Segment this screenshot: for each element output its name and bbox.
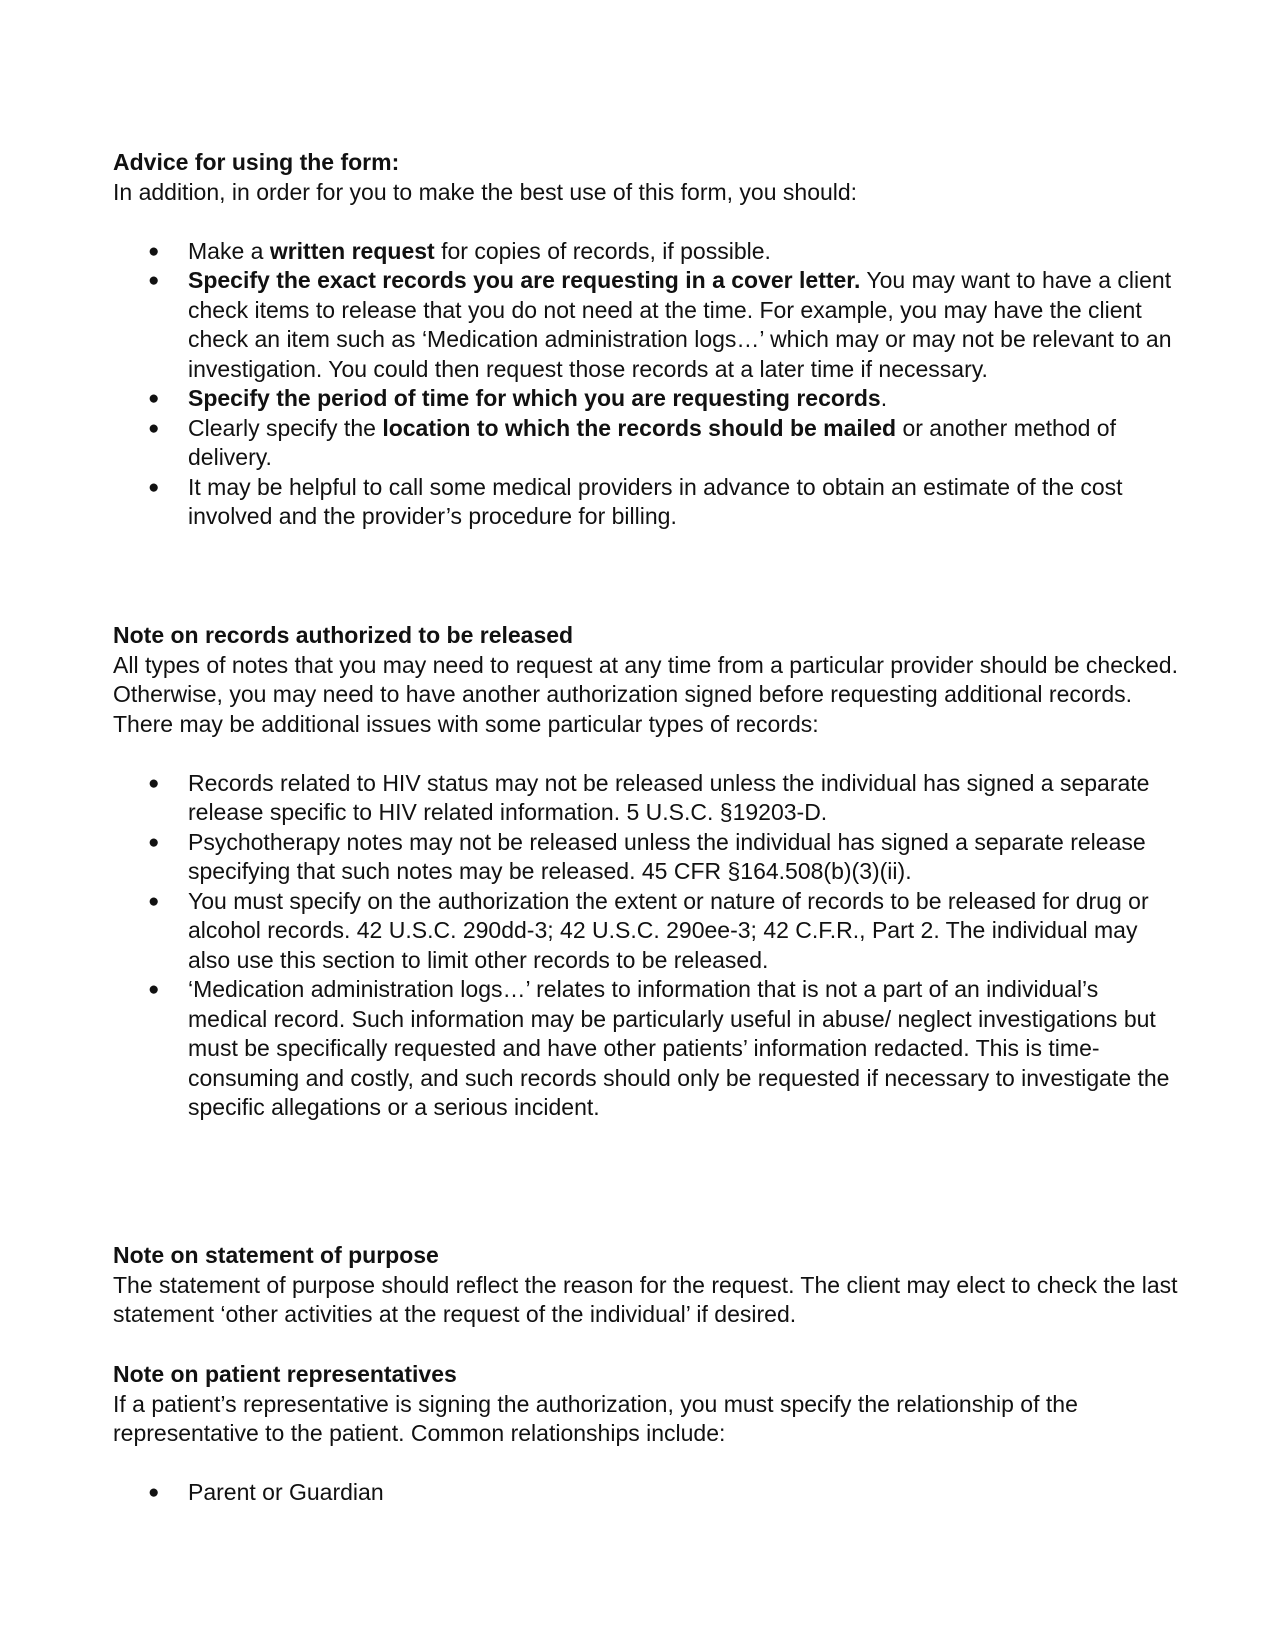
records-item-psychotherapy: ● Psychotherapy notes may not be released unless the individual has signed a separate release specifying that such notes may be released. 45 CFR §164.508(b)(3)(ii).: [113, 828, 1180, 887]
records-intro: All types of notes that you may need to request at any time from a particular provider should be checked. Otherwise, you may need to have another authorization signed before requesting additional records. There may be additional issues with some particular types of records:: [113, 651, 1178, 737]
representatives-list: [113, 1478, 1180, 1508]
advice-list: [113, 237, 1180, 532]
records-heading: Note on records authorized to be released: [113, 622, 574, 648]
purpose-heading: Note on statement of purpose: [113, 1242, 439, 1268]
purpose-section: [113, 1241, 1180, 1330]
advice-item-location: ● Clearly specify the location to which the records should be mailed or another method of delivery.: [113, 414, 1180, 473]
representatives-section: [113, 1360, 1180, 1508]
advice-item-specify-records: ● Specify the exact records you are requesting in a cover letter. You may want to have a client check items to release that you do not need at the time. For example, you may have the client check an item such as ‘Medication administration logs…’ which may or may not be relevant to an investigation. You could then request those records at a later time if necessary.: [113, 266, 1180, 384]
representatives-text: If a patient’s representative is signing the authorization, you must specify the relationship of the representative to the patient. Common relationships include:: [113, 1390, 1078, 1446]
advice-heading: Advice for using the form:: [113, 149, 400, 175]
advice-intro: In addition, in order for you to make the best use of this form, you should:: [113, 178, 858, 205]
advice-item-period: ● Specify the period of time for which you are requesting records.: [113, 384, 1180, 414]
records-item-drug-alcohol: ● You must specify on the authorization the extent or nature of records to be released for drug or alcohol records. 42 U.S.C. 290dd-3; 42 U.S.C. 290ee-3; 42 C.F.R., Part 2. The individual may also use this section to limit other records to be released.: [113, 887, 1180, 976]
records-list: [113, 769, 1180, 1123]
records-item-medication-logs: ● ‘Medication administration logs…’ relates to information that is not a part of an individual’s medical record. Such information may be particularly useful in abuse/ neglect investigations but must be specifically requested and have other patients’ information redacted. This is time-consuming and costly, and such records should only be requested if necessary to investigate the specific allegations or a serious incident.: [113, 975, 1180, 1123]
advice-item-written-request: ● Make a written request for copies of records, if possible.: [113, 237, 1180, 267]
records-section: [113, 621, 1180, 1123]
advice-item-cost: ● It may be helpful to call some medical providers in advance to obtain an estimate of the cost involved and the provider’s procedure for billing.: [113, 473, 1180, 532]
purpose-text: The statement of purpose should reflect the reason for the request. The client may elect to check the last statement ‘other activities at the request of the individual’ if desired.: [113, 1271, 1178, 1327]
advice-section: [113, 148, 1180, 532]
representatives-heading: Note on patient representatives: [113, 1361, 457, 1387]
records-item-hiv: ● Records related to HIV status may not be released unless the individual has signed a separate release specific to HIV related information. 5 U.S.C. §19203-D.: [113, 769, 1180, 828]
representatives-item-parent-guardian: ● Parent or Guardian: [113, 1478, 1180, 1508]
